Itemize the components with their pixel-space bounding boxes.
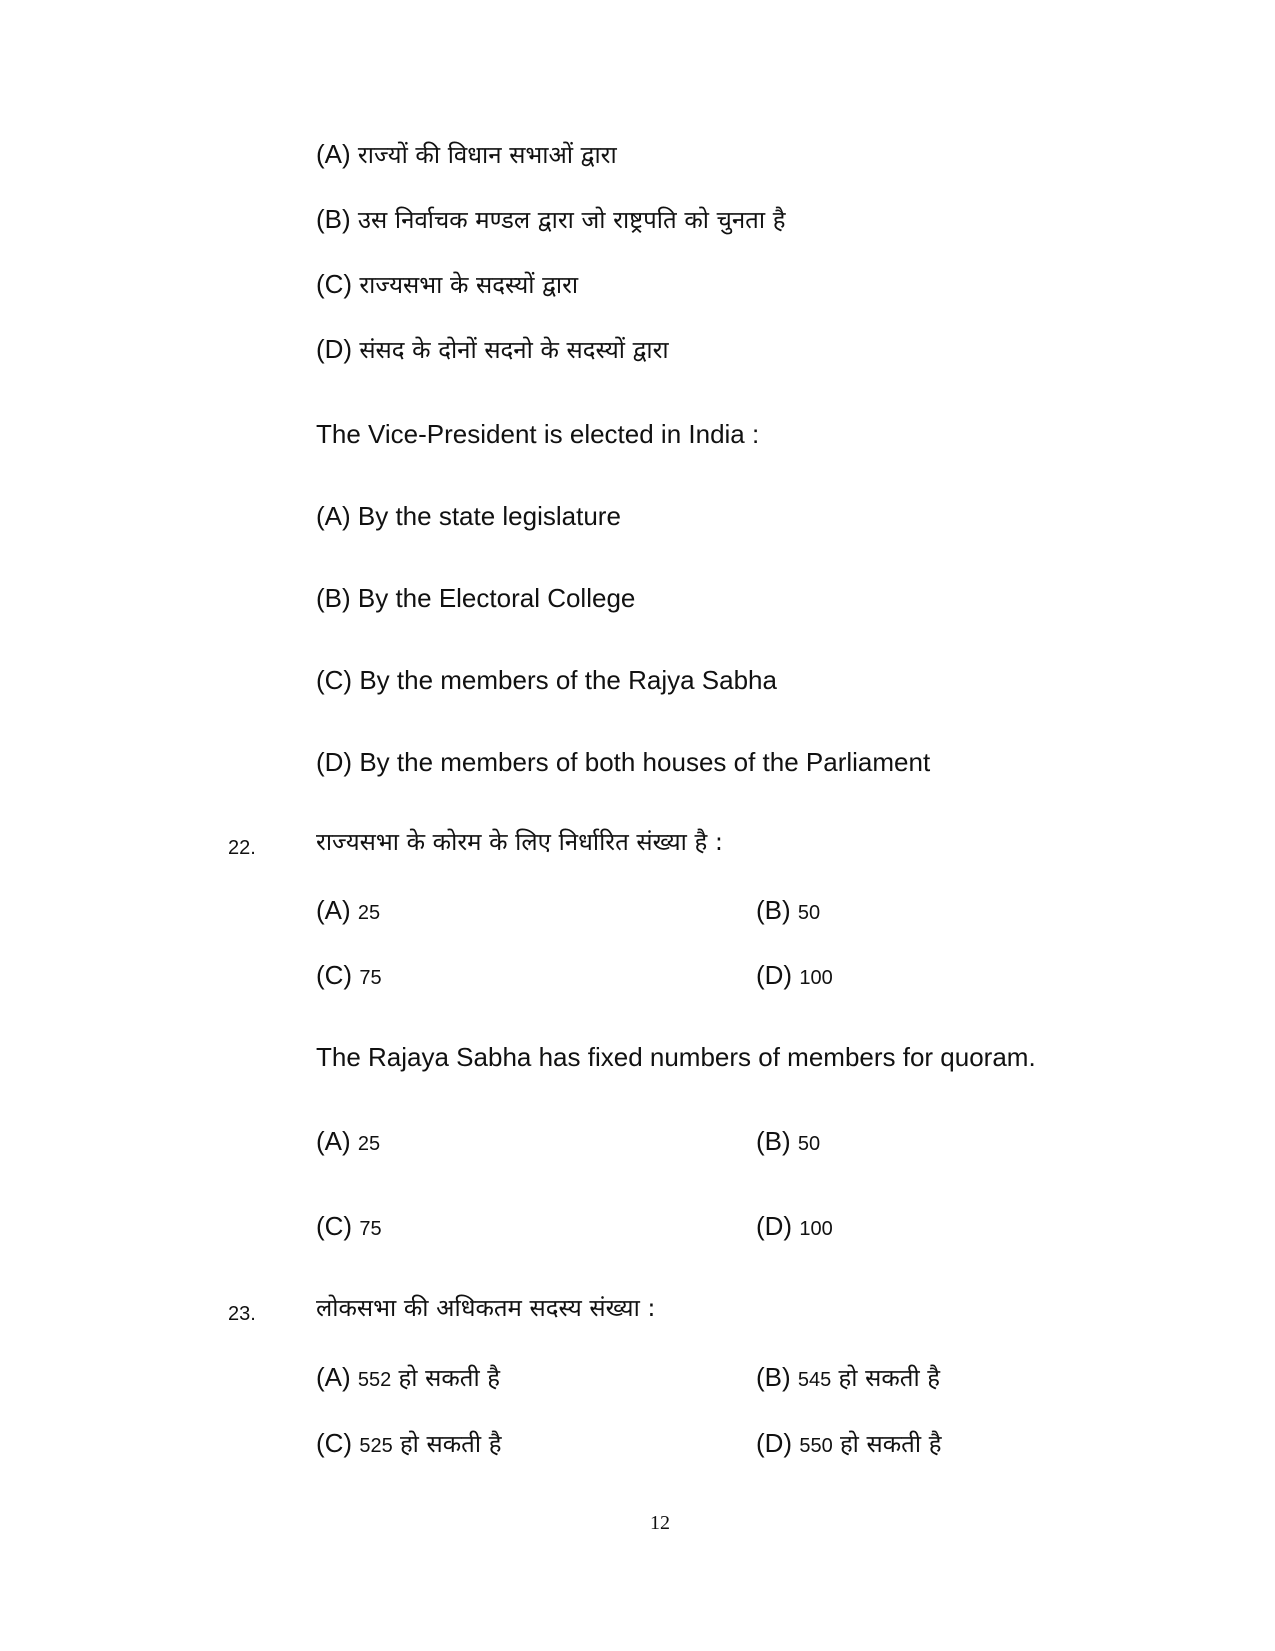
q23-option-d: (D) 550 हो सकती है — [756, 1428, 942, 1458]
q21-english-option-c: (C) By the members of the Rajya Sabha — [316, 665, 777, 695]
q22-hindi-option-a: (A) 25 — [316, 895, 381, 925]
q23-option-b: (B) 545 हो सकती है — [756, 1362, 941, 1392]
q22-hindi-option-c: (C) 75 — [316, 960, 382, 990]
q23-option-c: (C) 525 हो सकती है — [316, 1428, 502, 1458]
q23-hindi-question: लोकसभा की अधिकतम सदस्य संख्या : — [316, 1294, 656, 1322]
q22-number: 22. — [228, 837, 256, 859]
q21-english-question: The Vice-President is elected in India : — [316, 419, 760, 449]
q21-hindi-option-c: (C) राज्यसभा के सदस्यों द्वारा — [316, 269, 579, 299]
q23-number: 23. — [228, 1303, 256, 1325]
page-number: 12 — [650, 1512, 670, 1534]
q22-hindi-option-b: (B) 50 — [756, 895, 821, 925]
q22-hindi-option-d: (D) 100 — [756, 960, 833, 990]
q22-english-question: The Rajaya Sabha has fixed numbers of members for quoram. — [316, 1042, 1036, 1072]
q22-english-option-a: (A) 25 — [316, 1126, 381, 1156]
q21-hindi-option-a: (A) राज्यों की विधान सभाओं द्वारा — [316, 139, 617, 169]
q22-english-option-d: (D) 100 — [756, 1211, 833, 1241]
q21-hindi-option-d: (D) संसद के दोनों सदनो के सदस्यों द्वारा — [316, 334, 669, 364]
q21-english-option-b: (B) By the Electoral College — [316, 583, 636, 613]
q23-option-a: (A) 552 हो सकती है — [316, 1362, 501, 1392]
q22-english-option-c: (C) 75 — [316, 1211, 382, 1241]
q21-english-option-a: (A) By the state legislature — [316, 501, 621, 531]
q21-hindi-option-b: (B) उस निर्वाचक मण्डल द्वारा जो राष्ट्रपति को चुनता है — [316, 204, 786, 234]
q22-hindi-question: राज्यसभा के कोरम के लिए निर्धारित संख्या है : — [316, 828, 723, 856]
q21-english-option-d: (D) By the members of both houses of the Parliament — [316, 747, 931, 777]
q22-english-option-b: (B) 50 — [756, 1126, 821, 1156]
